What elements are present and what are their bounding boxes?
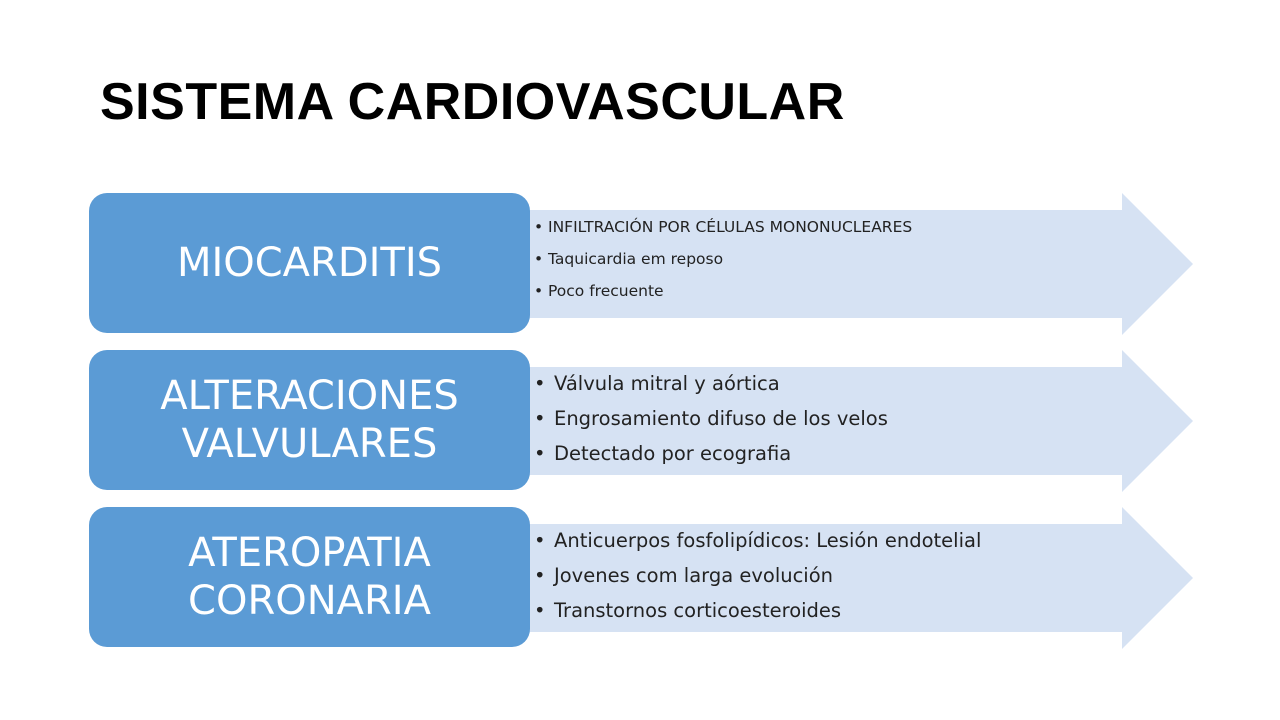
bullet-item: • Engrosamiento difuso de los velos [532, 401, 888, 436]
category-label-line: CORONARIA [188, 578, 431, 624]
bullet-item: • Jovenes com larga evolución [532, 558, 981, 593]
category-label-line: MIOCARDITIS [176, 240, 443, 286]
bullet-list [532, 523, 981, 628]
bullet-item: • Válvula mitral y aórtica [532, 366, 888, 401]
category-box [89, 507, 530, 647]
category-box [89, 193, 530, 333]
bullet-list [532, 366, 888, 471]
bullet-item: • INFILTRACIÓN POR CÉLULAS MONONUCLEARES [532, 211, 912, 243]
slide-title: SISTEMA CARDIOVASCULAR [100, 73, 845, 131]
bullet-item: • Anticuerpos fosfolipídicos: Lesión endotelial [532, 523, 981, 558]
diagram-row-ateropatia-coronaria [0, 507, 1280, 649]
category-label-line: ALTERACIONES [160, 373, 459, 419]
category-label-line: ATEROPATIA [188, 530, 431, 576]
bullet-item: • Poco frecuente [532, 275, 912, 307]
category-label-line: VALVULARES [181, 421, 438, 467]
category-box [89, 350, 530, 490]
bullet-item: • Taquicardia em reposo [532, 243, 912, 275]
bullet-item: • Transtornos corticoesteroides [532, 593, 981, 628]
bullet-item: • Detectado por ecografia [532, 436, 888, 471]
diagram-row-alteraciones-valvulares [0, 350, 1280, 492]
diagram-row-miocarditis [0, 193, 1280, 335]
bullet-list [532, 211, 912, 307]
